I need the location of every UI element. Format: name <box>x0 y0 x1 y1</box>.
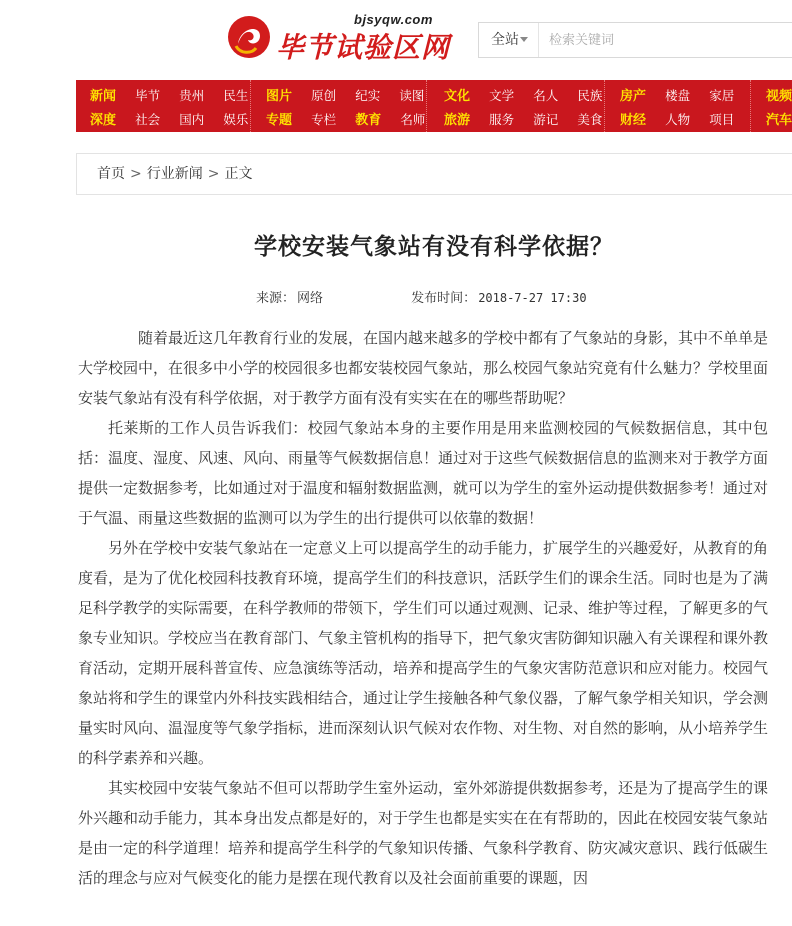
article-body <box>78 323 768 893</box>
nav-item-ethnic[interactable]: 民族 <box>577 88 603 103</box>
nav-item-photos[interactable]: 图片 <box>266 89 293 104</box>
logo-swirl-icon <box>226 14 272 60</box>
nav-group-video <box>766 80 792 132</box>
source-value: 网络 <box>297 291 324 306</box>
search-input[interactable] <box>541 25 781 55</box>
breadcrumb-category-link[interactable]: 行业新闻 <box>146 166 203 182</box>
main-nav <box>76 80 792 132</box>
nav-item-domestic[interactable]: 国内 <box>179 112 205 127</box>
nav-item-news[interactable]: 新闻 <box>90 89 117 104</box>
nav-item-travelogue[interactable]: 游记 <box>533 112 559 127</box>
nav-item-bijie[interactable]: 毕节 <box>135 88 161 103</box>
article-title: 学校安装气象站有没有科学依据？ <box>254 233 614 260</box>
nav-item-culture[interactable]: 文化 <box>444 89 471 104</box>
nav-item-original[interactable]: 原创 <box>311 88 337 103</box>
search-scope-label: 全站 <box>491 32 519 48</box>
search-scope-select[interactable] <box>479 23 539 57</box>
article-paragraph: 另外在学校中安装气象站在一定意义上可以提高学生的动手能力，扩展学生的兴趣爱好，从教育的角度看，是为了优化校园科技教育环境，提高学生们的科技意识，活跃学生们的课余生活。同时也是为了满足科学教学的实际需要，在科学教师的带领下，学生们可以通过观测、记录、维护等过程，了解更多的气象专业知识。学校应当在教育部门、气象主管机构的指导下，把气象灾害防御知识融入有关课程和课外教育活动，定期开展科普宣传、应急演练等活动，培养和提高学生的气象灾害防范意识和应对能力。校园气象站将和学生的课堂内外科技实践相结合，通过让学生接触各种气象仪器，了解气象学相关知识，学会测量实时风向、温湿度等气象学指标，进而深刻认识气候对农作物、对生物、对自然的影响，从小培养学生的科学素养和兴趣。 <box>78 539 769 767</box>
nav-item-society[interactable]: 社会 <box>135 112 161 127</box>
search-box <box>478 22 792 58</box>
time-label: 发布时间： <box>411 291 477 306</box>
nav-item-projects[interactable]: 项目 <box>709 112 735 127</box>
nav-item-services[interactable]: 服务 <box>489 112 515 127</box>
site-logo[interactable] <box>226 12 471 64</box>
nav-item-depth[interactable]: 深度 <box>90 113 117 128</box>
article-paragraph: 托莱斯的工作人员告诉我们：校园气象站本身的主要作用是用来监测校园的气候数据信息，其中包括：温度、湿度、风速、风向、雨量等气候数据信息！通过对于这些气候数据信息的监测来对于教学方面提供一定数据参考，比如通过对于温度和辐射数据监测，就可以为学生的室外运动提供数据参考！通过对于气温、雨量这些数据的监测可以为学生的出行提供可以依靠的数据！ <box>78 419 769 527</box>
nav-item-read-pictures[interactable]: 读图 <box>399 88 425 103</box>
breadcrumb-current: 正文 <box>224 166 253 182</box>
nav-group-property <box>620 80 751 132</box>
nav-item-documentary[interactable]: 纪实 <box>355 88 381 103</box>
nav-item-columns[interactable]: 专栏 <box>311 112 337 127</box>
publish-time: 2018-7-27 17:30 <box>478 291 587 305</box>
logo-text: 毕节试验区网 <box>276 31 451 64</box>
nav-item-celebrities[interactable]: 名人 <box>533 88 559 103</box>
logo-url-text: bjsyqw.com <box>354 12 433 27</box>
article-paragraph: 随着最近这几年教育行业的发展，在国内越来越多的学校中都有了气象站的身影，其中不单单是大学校园中，在很多中小学的校园很多也都安装校园气象站，那么校园气象站究竟有什么魅力？学校里面安装气象站有没有科学依据，对于教学方面有没有实实在在的哪些帮助呢？ <box>78 329 769 407</box>
nav-item-travel[interactable]: 旅游 <box>444 113 471 128</box>
chevron-down-icon <box>520 37 528 42</box>
nav-item-people[interactable]: 人物 <box>665 112 691 127</box>
nav-group-culture <box>444 80 605 132</box>
article-paragraph: 其实校园中安装气象站不但可以帮助学生室外运动，室外郊游提供数据参考，还是为了提高学生的课外兴趣和动手能力，其本身出发点都是好的，对于学生也都是实实在在有帮助的，因此在校园安装气象站是由一定的科学道理！培养和提高学生科学的气象知识传播、气象科学教育、防灾减灾意识、践行低碳生活的理念与应对气候变化的能力是摆在现代教育以及社会面前重要的课题，因 <box>78 779 769 887</box>
breadcrumb-separator: > <box>207 166 220 182</box>
nav-item-literature[interactable]: 文学 <box>489 88 515 103</box>
article-meta <box>256 287 587 306</box>
nav-item-minsheng[interactable]: 民生 <box>223 88 249 103</box>
nav-group-photos <box>266 80 427 132</box>
nav-item-home[interactable]: 家居 <box>709 88 735 103</box>
nav-item-entertainment[interactable]: 娱乐 <box>223 112 249 127</box>
nav-item-finance[interactable]: 财经 <box>620 113 647 128</box>
nav-item-food[interactable]: 美食 <box>577 112 603 127</box>
nav-group-news <box>90 80 251 132</box>
nav-item-guizhou[interactable]: 贵州 <box>179 88 205 103</box>
breadcrumb <box>76 153 792 195</box>
nav-item-education[interactable]: 教育 <box>355 113 382 128</box>
breadcrumb-separator: > <box>130 166 142 182</box>
nav-item-developments[interactable]: 楼盘 <box>665 88 691 103</box>
nav-item-auto[interactable]: 汽车 <box>766 113 792 128</box>
nav-item-teachers[interactable]: 名师 <box>400 112 426 127</box>
source-label: 来源： <box>256 291 296 306</box>
nav-item-video[interactable]: 视频 <box>766 89 792 104</box>
nav-item-property[interactable]: 房产 <box>620 89 647 104</box>
nav-item-topics[interactable]: 专题 <box>266 113 293 128</box>
breadcrumb-home-link[interactable]: 首页 <box>97 166 125 182</box>
